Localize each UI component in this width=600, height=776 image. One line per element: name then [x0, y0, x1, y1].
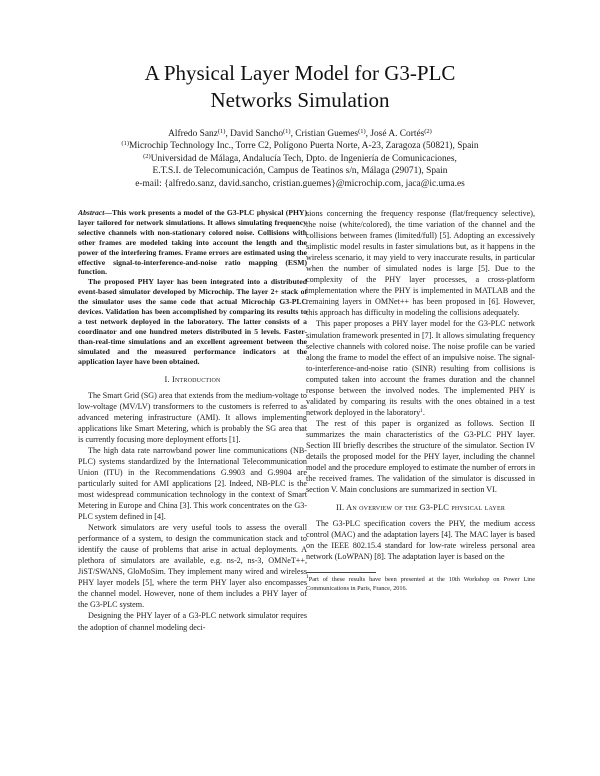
abstract-paragraph	[78, 208, 307, 277]
abstract-label: Abstract	[78, 208, 105, 217]
affiliation-2	[40, 153, 560, 165]
footnote-text: Part of these results have been presented at the 10th Workshop on Power Line Communications in Paris, France, 2016.	[306, 576, 535, 592]
body-paragraph	[306, 318, 535, 417]
right-column	[306, 208, 535, 593]
paragraph-end: .	[422, 407, 425, 417]
author-affiliation-mark: (1)	[217, 128, 226, 135]
body-paragraph: The high data rate narrowband power line communications (NB-PLC) systems standardized by the International Telecommunication Union (ITU) in the Recommendations G.9903 and G.9904 are particularly suited for AMI applications [2]. Indeed, NB-PLC is the most widespread communication technology in the context of Smart Metering in Europe and China [3]. This work concentrates on the G3-PLC system defined in [4].	[78, 445, 307, 522]
body-paragraph: Network simulators are very useful tools to assess the overall performance of a system, to design the communication stack and to identify the cause of problems that arise in actual deployments. A plethora of simulators are available, e.g. ns-2, ns-3, OMNeT++, JiST/SWANS, GloMoSim. They implement many wired and wireless PHY layer models [5], where the term PHY layer also encompasses the channel model. However, none of them includes a PHY layer of the G3-PLC system.	[78, 523, 307, 610]
author-name: José A. Cortés	[370, 129, 425, 139]
affiliation-2-continued: E.T.S.I. de Telecomunicación, Campus de Teatinos s/n, Málaga (29071), Spain	[152, 166, 448, 177]
body-paragraph: The Smart Grid (SG) area that extends from the medium-voltage to low-voltage (MV/LV) transformers to the customers is referred to as advanced metering infrastructure (AMI). It allows implementing applications like Smart Metering, which is probably the SG area that is currently focusing more deployment efforts [1].	[78, 390, 307, 444]
abstract-paragraph: The proposed PHY layer has been integrated into a distributed event-based simulator developed by Microchip. The layer 2+ stack of the simulator uses the same code that actual Microchip G3-PLC devices. Validation has been accomplished by comparing its results to a test network deployed in the laboratory. The latter consists of a coordinator and one hundred meters distributed in 5 levels. Faster-than-real-time simulations and an excellent agreement between the simulated and the measured performance indicators at the application layer have been obtained.	[78, 277, 307, 366]
footnote-reference: 1	[420, 407, 423, 414]
author-list	[40, 128, 560, 140]
footnote	[306, 576, 535, 592]
author-affiliation-mark: (2)	[424, 128, 432, 135]
author-separator: ,	[225, 129, 231, 139]
author-name: David Sancho	[230, 129, 284, 139]
author-affiliation-mark: (1)	[283, 128, 291, 135]
footnote-mark: 1	[306, 574, 309, 581]
title-line-1: A Physical Layer Model for G3-PLC	[144, 61, 456, 85]
body-paragraph: sions concerning the frequency response (flat/frequency selective), the noise (white/colored), the time variation of the channel and the collisions between frames (limited/full) [5]. Adopting an excessively simplistic model results in faster simulations but, as it happens in the wireless scenario, it may yield to very inaccurate results, in particular when the number of simulated nodes is large [5]. Due to the complexity of the PHY layer processes, a cross-platform implementation where the PHY is implemented in MATLAB and the remaining layers in OMNet++ has been proposed in [6]. However, this approach has difficulty in modeling the collisions adequately.	[306, 209, 535, 318]
author-affiliation-mark: (1)	[358, 128, 366, 135]
affiliation-text: Universidad de Málaga, Andalucía Tech, Dpto. de Ingeniería de Comunicaciones,	[150, 153, 457, 164]
section-heading-overview: II. An overview of the G3-PLC physical layer	[335, 503, 506, 513]
affiliation-1	[40, 140, 560, 152]
abstract-text: —This work presents a model of the G3-PLC physical (PHY) layer tailored for network simulations. It allows simulating frequency selective channels with non-stationary colored noise. Collisions with other frames are modeled taking into account the length and the power of the interfering frames. Frame errors are estimated using the effective signal-to-interference-and-noise ratio mapping (ESM) function.	[78, 208, 307, 277]
affiliation-mark: (2)	[143, 152, 151, 160]
paper-title	[60, 60, 540, 114]
author-block	[40, 128, 560, 190]
left-column	[78, 208, 307, 633]
author-separator: ,	[290, 129, 296, 139]
paragraph-text: This paper proposes a PHY layer model for the G3-PLC network simulation framework presented in [7]. It allows simulating frequency selective channels with colored noise. The noise profile can be varied along the frame to model the effect of an impulsive noise. The signal-to-interference-and-noise ratio (SINR) resulting from collisions is computed taken into account the frames duration and the channel response between the involved nodes. The implemented PHY is validated by comparing its results with the ones obtained in a test network deployed in the laboratory	[306, 319, 535, 417]
section-heading-introduction: I. Introduction	[164, 374, 221, 384]
body-paragraph: The G3-PLC specification covers the PHY, the medium access control (MAC) and the adaptation layers [4]. The MAC layer is based on the IEEE 802.15.4 standard for low-rate wireless personal area network (LoWPAN) [8]. The adaptation layer is based on the	[306, 519, 535, 562]
footnote-divider	[306, 572, 376, 573]
author-name: Alfredo Sanz	[168, 129, 218, 139]
affiliation-text: Microchip Technology Inc., Torre C2, Polígono Puerta Norte, A-23, Zaragoza (50821), Spain	[129, 141, 479, 152]
body-paragraph: The rest of this paper is organized as follows. Section II summarizes the main characteristics of the G3-PLC PHY layer. Section III briefly describes the structure of the simulator. Section IV details the proposed model for the PHY layer, including the channel model and the procedure employed to estimate the number of errors in the received frames. The validation of the simulator is discussed in section V. Main conclusions are summarized in section VI.	[306, 418, 536, 495]
affiliation-mark: (1)	[121, 140, 129, 148]
author-name: Cristian Guemes	[295, 129, 359, 139]
author-separator: ,	[365, 129, 371, 139]
body-paragraph: Designing the PHY layer of a G3-PLC network simulator requires the adoption of channel modeling deci-	[78, 611, 307, 632]
author-emails: e-mail: {alfredo.sanz, david.sancho, cristian.guemes}@microchip.com, jaca@ic.uma.es	[135, 178, 465, 189]
abstract	[78, 208, 307, 367]
title-line-2: Networks Simulation	[210, 88, 390, 112]
